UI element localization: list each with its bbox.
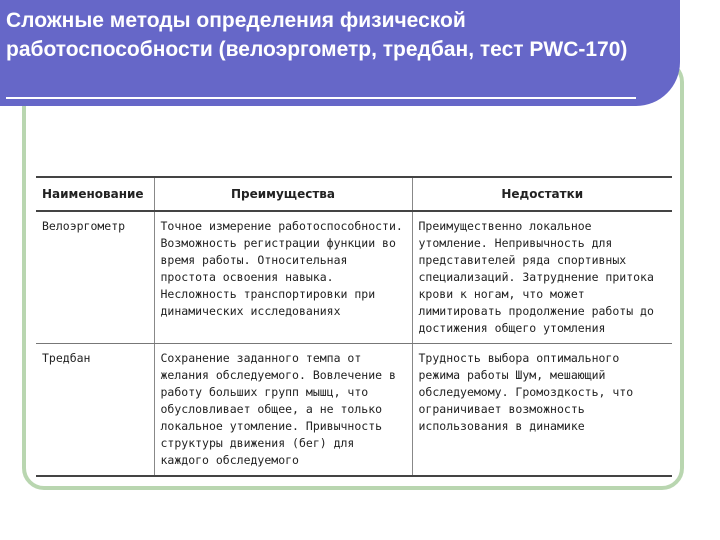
cell-disadvantages: Преимущественно локальное утомление. Непривычность для представителей ряда спортивных специализаций. Затруднение притока крови к ногам, что может лимитировать продолжение работы до достижения общего утомления	[412, 211, 672, 344]
methods-table	[36, 176, 672, 466]
title-banner	[0, 0, 680, 106]
cell-name: Тредбан	[36, 344, 154, 477]
header-name: Наименование	[36, 177, 154, 211]
header-advantages: Преимущества	[154, 177, 412, 211]
table-header-row	[36, 177, 672, 211]
header-disadvantages: Недостатки	[412, 177, 672, 211]
cell-name: Велоэргометр	[36, 211, 154, 344]
cell-advantages: Точное измерение работоспособности. Возможность регистрации функции во время работы. Относительная простота освоения навыка. Несложность транспортировки при динамических исследованиях	[154, 211, 412, 344]
table-row	[36, 344, 672, 477]
table-row	[36, 211, 672, 344]
cell-advantages: Сохранение заданного темпа от желания обследуемого. Вовлечение в работу больших групп мышц, что обусловливает общее, а не только локальное утомление. Привычность структуры движения (бег) для каждого обследуемого	[154, 344, 412, 477]
title-underline	[6, 97, 636, 99]
cell-disadvantages: Трудность выбора оптимального режима работы Шум, мешающий обследуемому. Громоздкость, что ограничивает возможность использования в динамике	[412, 344, 672, 477]
slide-title: Сложные методы определения физической работоспособности (велоэргометр, тредбан, тест PWC-170)	[6, 9, 628, 61]
comparison-table	[36, 176, 672, 477]
